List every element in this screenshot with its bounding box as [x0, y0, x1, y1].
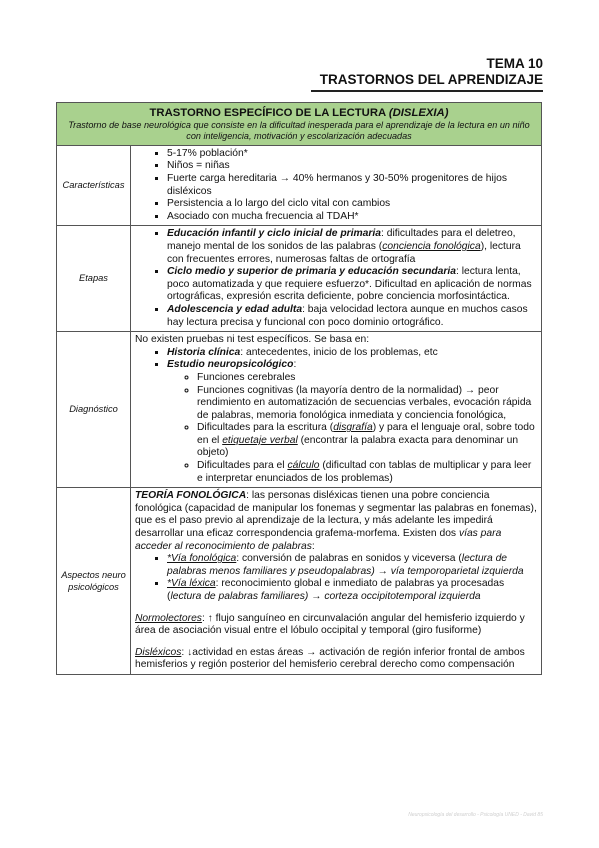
footer-watermark: Neuropsicología del desarrollo - Psicología UNED - David 85 — [408, 812, 543, 818]
sub-list-item: ◦ Dificultades para la escritura (disgrafía) y para el lenguaje oral, sobre todo en el etiquetaje verbal (encontrar la palabra exacta para denominar un objeto) — [197, 422, 537, 460]
table-header-cell — [57, 103, 542, 146]
list-item: ▪ Persistencia a lo largo del ciclo vital con cambios — [167, 198, 537, 211]
row-caracteristicas — [57, 145, 542, 226]
dislexicos-paragraph: Disléxicos: ↓actividad en estas áreas → activación de región inferior frontal de ambos hemisferios y región posterior del hemisferio cerebral derecho como compensación — [135, 646, 525, 671]
label-diagnostico: Diagnóstico — [57, 332, 131, 488]
list-item: ▪ Asociado con mucha frecuencia al TDAH* — [167, 211, 537, 224]
label-caracteristicas: Características — [57, 145, 131, 226]
list-item: ▪ *Vía léxica: reconocimiento global e inmediato de palabras ya procesadas (lectura de palabras familiares) → corteza occipitotemporal izquierda — [167, 578, 537, 603]
diagnostico-intro: No existen pruebas ni test específicos. Se basa en: — [135, 334, 370, 346]
list-item: ▪ Niños = niñas — [167, 160, 537, 173]
dyslexia-table — [56, 102, 542, 675]
sub-list-item: ◦ Funciones cognitivas (la mayoría dentro de la normalidad) → peor rendimiento en automatización de secuencias verbales, evocación rápida de palabras, memoria fonológica inmediata y conciencia fonológica, — [197, 385, 537, 423]
normolectores-paragraph: Normolectores: ↑ flujo sanguíneo en circunvalación angular del hemisferio izquierdo y área de asociación visual entre el lóbulo occipital y temporal (giro fusiforme) — [135, 612, 525, 637]
table-title: TRASTORNO ESPECÍFICO DE LA LECTURA (DISLEXIA) — [149, 107, 449, 119]
page-title: TRASTORNOS DEL APRENDIZAJE — [319, 72, 543, 87]
tema-number: TEMA 10 — [486, 56, 543, 71]
list-item: ▪ 5-17% población* — [167, 148, 537, 161]
content-caracteristicas — [131, 145, 542, 226]
content-etapas — [131, 226, 542, 332]
list-item: ▪ Historia clínica: antecedentes, inicio de los problemas, etc — [167, 347, 537, 360]
sub-list-item: ◦ Dificultades para el cálculo (dificultad con tablas de multiplicar y para leer e interpretar enunciados de los problemas) — [197, 460, 537, 485]
list-item: ▪ Estudio neuropsicológico: ◦ Funciones cerebrales ◦ Funciones cognitivas (la mayoría dentro de la normalidad) → peor rendimiento en automatización de secuencias verbales, evocación rápida de palabras, memoria fonológica inmediata y conciencia fonológica, ◦ Dificultades para la escritura (disgrafía) y para el lenguaje oral, sobre todo en el etiquetaje verbal (encontrar la palabra exacta para denominar un objeto) ◦ Dificultades para el cálculo (dificultad con tablas de multiplicar y para leer e interpretar enunciados de los problemas) — [167, 359, 537, 485]
teoria-fonologica: TEORÍA FONOLÓGICA: las personas disléxicas tienen una pobre conciencia fonológica (capacidad de manipular los fonemas y segmentar las palabras en fonemas), que es el paso previo al aprendizaje de la lectura, y más adelante les impedirá desarrollar una eficaz correspondencia grafema-morfema. Existen dos vías para acceder al reconocimiento de palabras: — [135, 490, 537, 552]
list-item: ▪ Adolescencia y edad adulta: baja velocidad lectora aunque en muchos casos hay lectura precisa y funcional con poco dominio ortográfico. — [167, 304, 537, 329]
spacer — [135, 638, 537, 647]
table-header-row — [57, 103, 542, 146]
row-aspectos — [57, 488, 542, 675]
label-aspectos: Aspectos neuro psicológicos — [57, 488, 131, 675]
page-header — [311, 56, 543, 92]
table-subtitle: Trastorno de base neurológica que consiste en la dificultad inesperada para el aprendizaje de la lectura en un niño con inteligencia, motivación y escolarización adecuadas — [68, 120, 530, 142]
row-etapas — [57, 226, 542, 332]
list-item: ▪ Fuerte carga hereditaria → 40% hermanos y 30-50% progenitores de hijos disléxicos — [167, 173, 537, 198]
sub-list-item: ◦ Funciones cerebrales — [197, 372, 537, 385]
list-item: ▪ Ciclo medio y superior de primaria y educación secundaria: lectura lenta, poco automatizada y que requiere esfuerzo*. Dificultad en aplicación de normas ortográficas, expresión escrita deficiente, pobre conciencia morfosintáctica. — [167, 266, 537, 304]
label-etapas: Etapas — [57, 226, 131, 332]
spacer — [135, 604, 537, 613]
list-item: ▪ Educación infantil y ciclo inicial de primaria: dificultades para el deletreo, manejo mental de los sonidos de las palabras (conciencia fonológica), lectura con frecuentes errores, numerosas faltas de ortografía — [167, 228, 537, 266]
list-item: ▪ *Vía fonológica: conversión de palabras en sonidos y viceversa (lectura de palabras menos familiares y pseudopalabras) → vía temporoparietal izquierda — [167, 553, 537, 578]
title-underline — [311, 90, 543, 92]
content-aspectos — [131, 488, 542, 675]
row-diagnostico — [57, 332, 542, 488]
content-diagnostico — [131, 332, 542, 488]
